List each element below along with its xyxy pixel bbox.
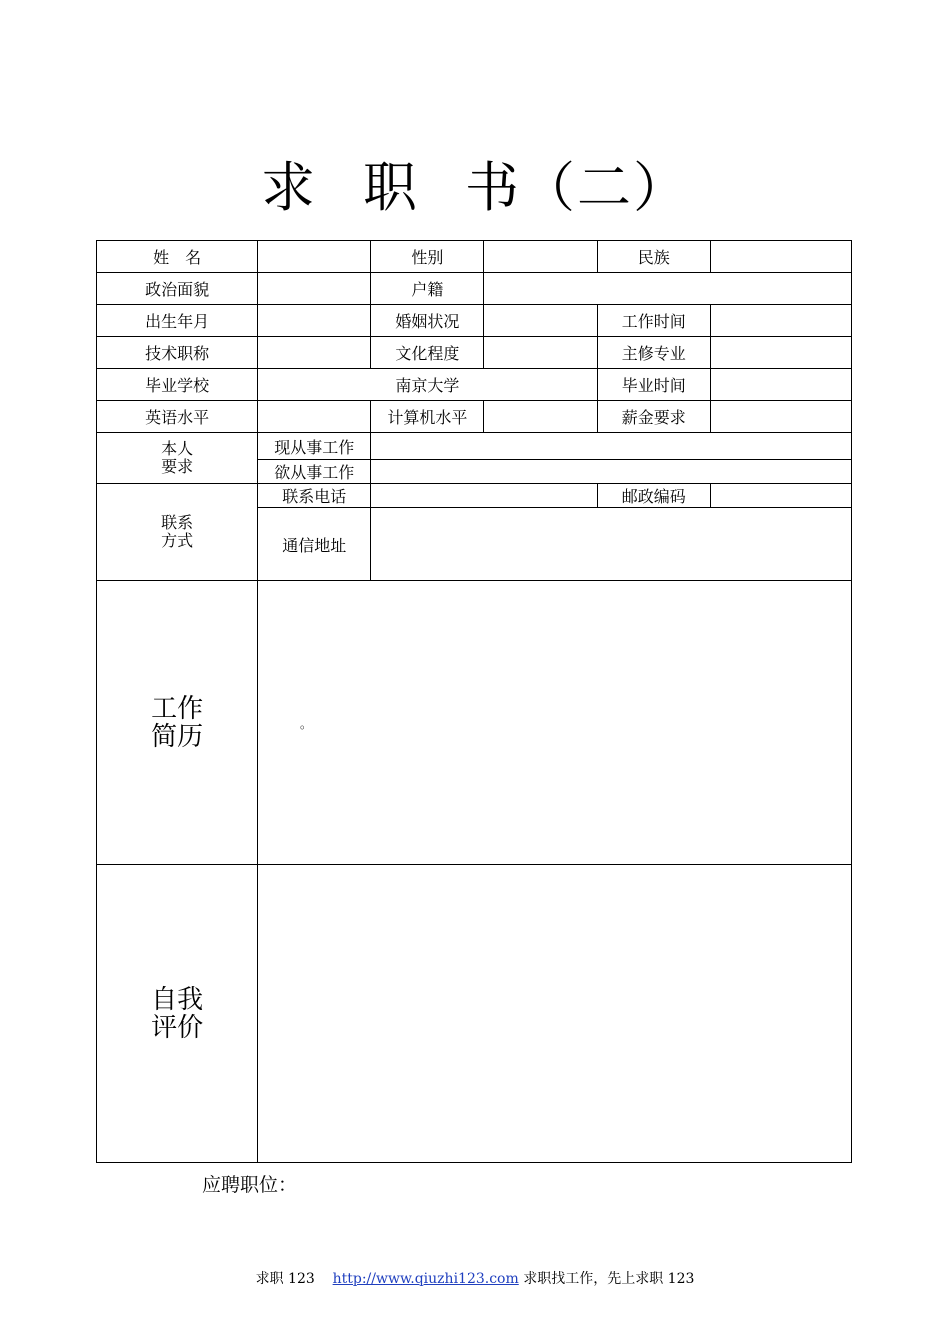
computer-label: 计算机水平 <box>371 401 484 433</box>
title-char-1: 求 <box>261 156 317 219</box>
name-field[interactable] <box>258 241 371 273</box>
english-field[interactable] <box>258 401 371 433</box>
contact-label-line1: 联系 <box>161 513 194 532</box>
postcode-field[interactable] <box>710 484 851 508</box>
current-job-label: 现从事工作 <box>258 433 371 460</box>
school-field[interactable]: 南京大学 <box>258 369 597 401</box>
marital-label: 婚姻状况 <box>371 305 484 337</box>
gender-field[interactable] <box>484 241 597 273</box>
major-field[interactable] <box>710 337 851 369</box>
resume-field[interactable] <box>258 581 852 865</box>
self-evaluation-label-line2: 评价 <box>151 1012 204 1043</box>
gradtime-field[interactable] <box>710 369 851 401</box>
political-label: 政治面貌 <box>97 273 258 305</box>
phone-label: 联系电话 <box>258 484 371 508</box>
current-job-field[interactable] <box>371 433 852 460</box>
computer-field[interactable] <box>484 401 597 433</box>
footer-suffix: 求职找工作，先上求职 123 <box>523 1271 695 1287</box>
worktime-field[interactable] <box>710 305 851 337</box>
title-char-2: 职 <box>363 156 419 219</box>
contact-label <box>97 484 258 581</box>
requirements-label-line1: 本人 <box>161 439 194 458</box>
self-evaluation-label <box>97 865 258 1163</box>
salary-label: 薪金要求 <box>597 401 710 433</box>
resume-mark: 。 <box>300 717 313 731</box>
footer-link[interactable]: http://www.qiuzhi123.com <box>332 1271 519 1287</box>
desired-job-field[interactable] <box>371 460 852 484</box>
resume-label <box>97 581 258 865</box>
major-label: 主修专业 <box>597 337 710 369</box>
gender-label: 性别 <box>371 241 484 273</box>
education-field[interactable] <box>484 337 597 369</box>
english-label: 英语水平 <box>97 401 258 433</box>
hukou-label: 户籍 <box>371 273 484 305</box>
self-evaluation-field[interactable] <box>258 865 852 1163</box>
school-label: 毕业学校 <box>97 369 258 401</box>
phone-field[interactable] <box>371 484 597 508</box>
postcode-label: 邮政编码 <box>597 484 710 508</box>
application-form-table <box>96 240 852 1163</box>
desired-job-label: 欲从事工作 <box>258 460 371 484</box>
resume-label-line2: 简历 <box>151 721 204 752</box>
hukou-field[interactable] <box>484 273 852 305</box>
requirements-label-line2: 要求 <box>161 457 194 476</box>
address-field[interactable] <box>371 508 852 581</box>
footer-prefix: 求职 123 <box>255 1271 315 1287</box>
apply-position-label: 应聘职位： <box>202 1174 298 1196</box>
education-label: 文化程度 <box>371 337 484 369</box>
political-field[interactable] <box>258 273 371 305</box>
footer <box>0 1268 950 1288</box>
birth-label: 出生年月 <box>97 305 258 337</box>
title-label: 技术职称 <box>97 337 258 369</box>
ethnicity-field[interactable] <box>710 241 851 273</box>
name-label: 姓 名 <box>97 241 258 273</box>
requirements-label <box>97 433 258 484</box>
salary-field[interactable] <box>710 401 851 433</box>
worktime-label: 工作时间 <box>597 305 710 337</box>
ethnicity-label: 民族 <box>597 241 710 273</box>
birth-field[interactable] <box>258 305 371 337</box>
title-char-3: 书（二） <box>465 156 689 219</box>
page-title <box>0 150 950 226</box>
contact-label-line2: 方式 <box>161 531 194 550</box>
title-field[interactable] <box>258 337 371 369</box>
marital-field[interactable] <box>484 305 597 337</box>
self-evaluation-label-line1: 自我 <box>151 984 204 1015</box>
resume-label-line1: 工作 <box>151 693 204 724</box>
gradtime-label: 毕业时间 <box>597 369 710 401</box>
address-label: 通信地址 <box>258 508 371 581</box>
